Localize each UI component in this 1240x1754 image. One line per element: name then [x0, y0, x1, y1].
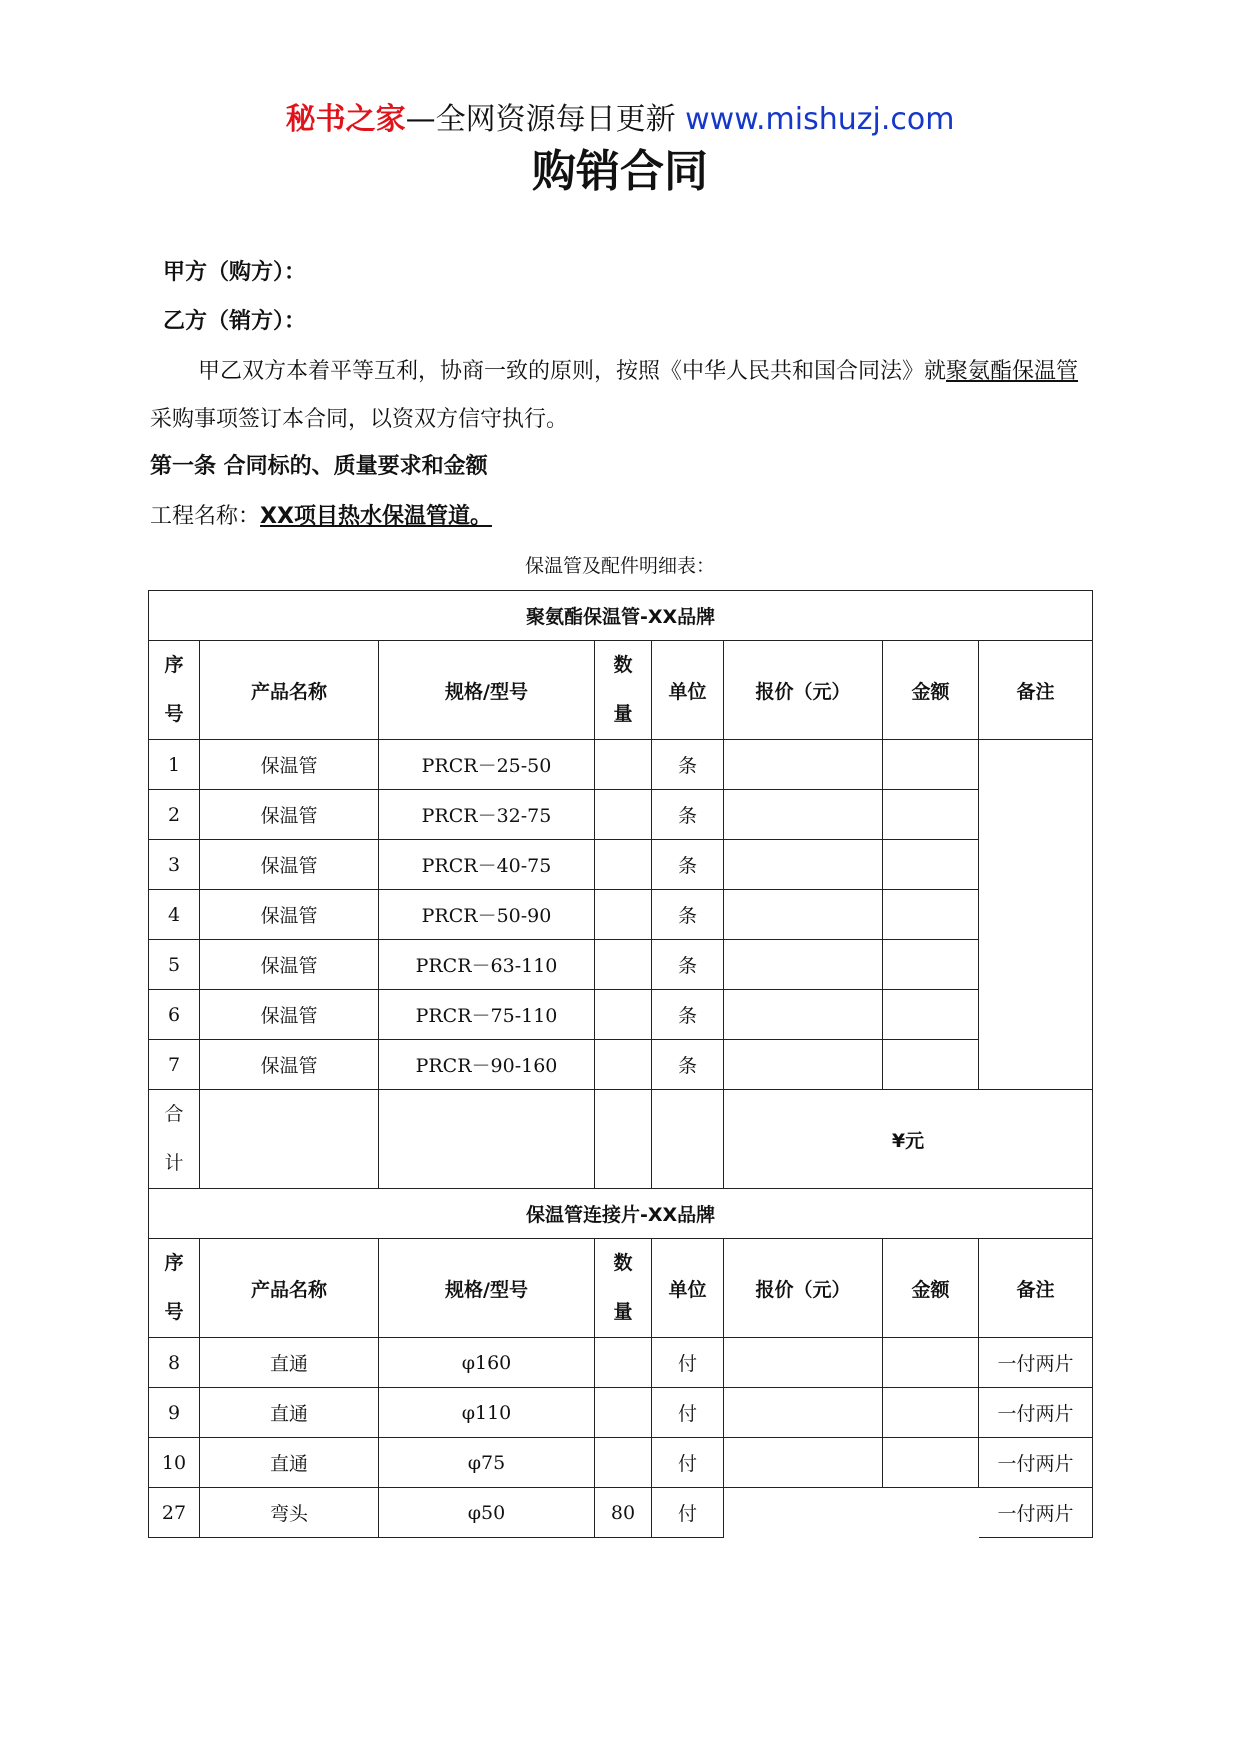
- row-price: [724, 1388, 883, 1438]
- project-label: 工程名称：: [150, 504, 261, 529]
- row-unit: 条: [652, 740, 724, 790]
- row-name: 保温管: [200, 890, 379, 940]
- row-spec: PRCR－40-75: [379, 840, 595, 890]
- header-price: 报价（元）: [724, 641, 883, 740]
- table-row: [149, 1040, 1093, 1090]
- row-seq: 5: [149, 940, 200, 990]
- total-spec-cell: [379, 1090, 595, 1189]
- row-price: [724, 840, 883, 890]
- table-row: [149, 790, 1093, 840]
- header-spec: 规格/型号: [379, 1239, 595, 1338]
- row-spec: φ75: [379, 1438, 595, 1488]
- row-spec: PRCR－63-110: [379, 940, 595, 990]
- table2-section-row: [149, 1189, 1093, 1239]
- row-seq: 4: [149, 890, 200, 940]
- total-qty-cell: [595, 1090, 652, 1189]
- row-spec: φ160: [379, 1338, 595, 1388]
- row-unit: 条: [652, 790, 724, 840]
- row-seq: 3: [149, 840, 200, 890]
- site-header: [0, 100, 1240, 140]
- row-unit: 付: [652, 1438, 724, 1488]
- table1-section-row: [149, 591, 1093, 641]
- row-qty: [595, 840, 652, 890]
- site-url: www.mishuzj.com: [685, 102, 955, 137]
- row-amount: [883, 1438, 979, 1488]
- project-value: XX项目热水保温管道。: [260, 504, 492, 529]
- brand-name: 秘书之家: [285, 102, 406, 137]
- row-amount: [883, 1388, 979, 1438]
- table-row: [149, 1338, 1093, 1388]
- header-remark: 备注: [979, 1239, 1093, 1338]
- table-caption: 保温管及配件明细表：: [524, 555, 715, 577]
- header-seq: 序 号: [149, 641, 200, 740]
- row-remark: 一付两片: [979, 1488, 1093, 1538]
- row-qty: [595, 1438, 652, 1488]
- header-name: 产品名称: [200, 1239, 379, 1338]
- row-name: 保温管: [200, 790, 379, 840]
- header-price: 报价（元）: [724, 1239, 883, 1338]
- header-qty: 数 量: [595, 1239, 652, 1338]
- row-unit: 付: [652, 1488, 724, 1538]
- row-seq: 10: [149, 1438, 200, 1488]
- row-qty: [595, 1338, 652, 1388]
- row-amount: [883, 1040, 979, 1090]
- table-row: [149, 990, 1093, 1040]
- header-seq: 序 号: [149, 1239, 200, 1338]
- party-b-label: 乙方（销方）：: [163, 309, 307, 334]
- article-1-heading: 第一条 合同标的、质量要求和金额: [150, 454, 488, 479]
- header-tagline: —全网资源每日更新: [405, 102, 686, 137]
- table-row: [149, 940, 1093, 990]
- row-amount: [883, 790, 979, 840]
- table-row: [149, 1438, 1093, 1488]
- row-seq: 27: [149, 1488, 200, 1538]
- table-row: [149, 1488, 1093, 1538]
- row-spec: φ110: [379, 1388, 595, 1438]
- row-spec: φ50: [379, 1488, 595, 1538]
- header-spec: 规格/型号: [379, 641, 595, 740]
- table2-section-title: 保温管连接片-XX品牌: [149, 1189, 1093, 1239]
- total-row: [149, 1090, 1093, 1189]
- row-price: [724, 940, 883, 990]
- row-name: 保温管: [200, 940, 379, 990]
- header-qty: 数 量: [595, 641, 652, 740]
- row-spec: PRCR－32-75: [379, 790, 595, 840]
- row-seq: 6: [149, 990, 200, 1040]
- row-name: 保温管: [200, 1040, 379, 1090]
- row-seq: 1: [149, 740, 200, 790]
- row-seq: 7: [149, 1040, 200, 1090]
- row-qty: [595, 1040, 652, 1090]
- row-seq: 8: [149, 1338, 200, 1388]
- row-remark: 一付两片: [979, 1438, 1093, 1488]
- header-name: 产品名称: [200, 641, 379, 740]
- row-unit: 条: [652, 840, 724, 890]
- intro-text-before: 甲乙双方本着平等互利，协商一致的原则，按照《中华人民共和国合同法》就: [198, 359, 947, 384]
- row-name: 保温管: [200, 840, 379, 890]
- row-spec: PRCR－25-50: [379, 740, 595, 790]
- row-remark: 一付两片: [979, 1388, 1093, 1438]
- row-price: [724, 1040, 883, 1090]
- row-qty: [595, 1388, 652, 1438]
- row-name: 直通: [200, 1388, 379, 1438]
- row-unit: 条: [652, 890, 724, 940]
- total-label: 合 计: [149, 1090, 200, 1189]
- row-qty: 80: [595, 1488, 652, 1538]
- document-title: 购销合同: [532, 146, 708, 197]
- row-unit: 付: [652, 1338, 724, 1388]
- row-unit: 条: [652, 940, 724, 990]
- row-price: [724, 890, 883, 940]
- row-qty: [595, 990, 652, 1040]
- row-amount: [883, 740, 979, 790]
- intro-text-after: 采购事项签订本合同，以资双方信守执行。: [150, 407, 569, 432]
- row-price: [724, 990, 883, 1040]
- row-qty: [595, 790, 652, 840]
- row-name: 弯头: [200, 1488, 379, 1538]
- row-unit: 条: [652, 1040, 724, 1090]
- table-row: [149, 740, 1093, 790]
- row-name: 保温管: [200, 990, 379, 1040]
- row-qty: [595, 890, 652, 940]
- row-price: [724, 740, 883, 790]
- project-line: [150, 502, 492, 532]
- table-row: [149, 890, 1093, 940]
- party-a-label: 甲方（购方）：: [163, 260, 307, 285]
- total-name-cell: [200, 1090, 379, 1189]
- header-unit: 单位: [652, 641, 724, 740]
- row-amount: [883, 990, 979, 1040]
- row-spec: PRCR－50-90: [379, 890, 595, 940]
- total-unit-cell: [652, 1090, 724, 1189]
- table2-header-row: [149, 1239, 1093, 1338]
- row-spec: PRCR－90-160: [379, 1040, 595, 1090]
- table-row: [149, 1388, 1093, 1438]
- table1-header-row: [149, 641, 1093, 740]
- row-unit: 付: [652, 1388, 724, 1438]
- detail-table: [148, 590, 1093, 1538]
- header-remark: 备注: [979, 641, 1093, 740]
- row-seq: 9: [149, 1388, 200, 1438]
- row-spec: PRCR－75-110: [379, 990, 595, 1040]
- row-amount: [883, 1338, 979, 1388]
- row-remark: 一付两片: [979, 1338, 1093, 1388]
- row-seq: 2: [149, 790, 200, 840]
- row-price: [724, 1338, 883, 1388]
- header-amount: 金额: [883, 641, 979, 740]
- header-amount: 金额: [883, 1239, 979, 1338]
- table1-remark-merged: [979, 740, 1093, 1090]
- row-price: [724, 790, 883, 840]
- row-name: 直通: [200, 1438, 379, 1488]
- intro-product: 聚氨酯保温管: [946, 359, 1079, 384]
- total-amount: ¥元: [724, 1090, 1093, 1189]
- row-name: 保温管: [200, 740, 379, 790]
- row-unit: 条: [652, 990, 724, 1040]
- row-price: [724, 1438, 883, 1488]
- row-qty: [595, 740, 652, 790]
- header-unit: 单位: [652, 1239, 724, 1338]
- row-price-amount-blank: [724, 1488, 979, 1538]
- intro-paragraph: [150, 348, 1100, 444]
- row-amount: [883, 940, 979, 990]
- row-amount: [883, 890, 979, 940]
- row-qty: [595, 940, 652, 990]
- table-row: [149, 840, 1093, 890]
- row-name: 直通: [200, 1338, 379, 1388]
- row-amount: [883, 840, 979, 890]
- table1-section-title: 聚氨酯保温管-XX品牌: [149, 591, 1093, 641]
